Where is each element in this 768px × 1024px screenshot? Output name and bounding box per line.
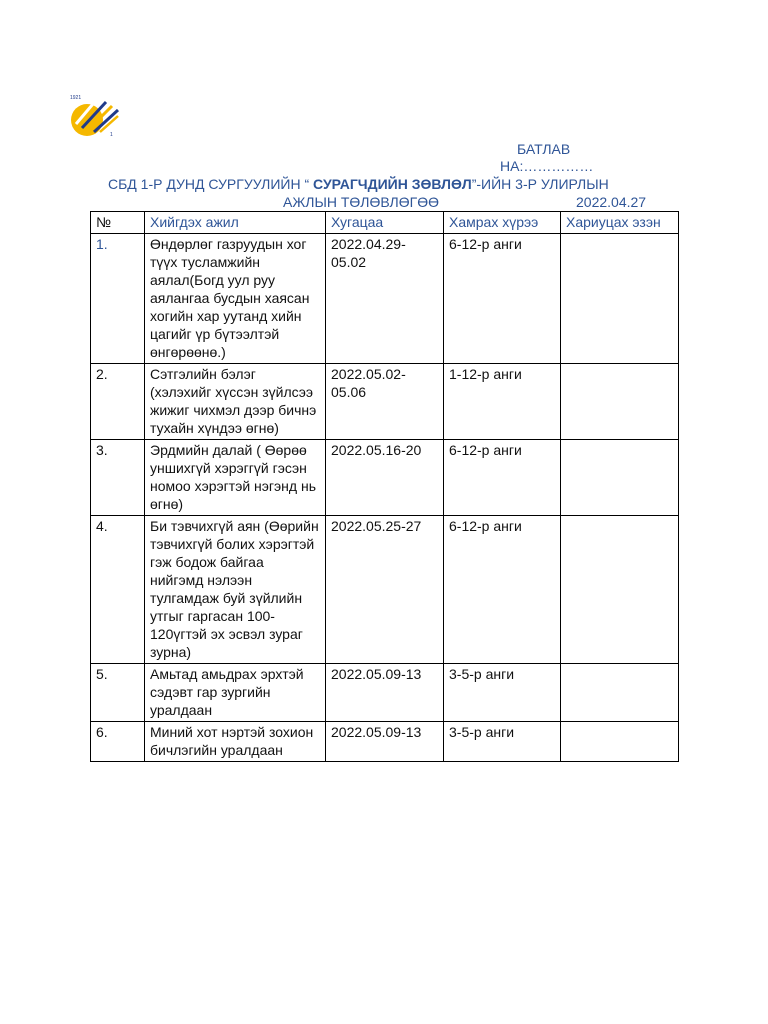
- document-title-line1: [108, 176, 609, 193]
- row-task: Амьтад амьдрах эрхтэй сэдэвт гар зургийн уралдаан: [145, 664, 326, 722]
- header-period: Хугацаа: [326, 212, 444, 234]
- table-row: [91, 516, 679, 664]
- row-scope: 6-12-р анги: [444, 516, 561, 664]
- row-period: 2022.05.02-05.06: [326, 364, 444, 440]
- approve-label: БАТЛАВ: [517, 141, 571, 157]
- plan-date: 2022.04.27: [576, 194, 647, 210]
- header-responsible: Хариуцах эзэн: [561, 212, 679, 234]
- row-scope: 6-12-р анги: [444, 234, 561, 364]
- title-prefix: СБД 1-Р ДУНД СУРГУУЛИЙН “: [108, 176, 314, 192]
- table-row: [91, 440, 679, 516]
- table-header-row: [91, 212, 679, 234]
- row-number: 2.: [91, 364, 145, 440]
- table-row: [91, 364, 679, 440]
- header-number: №: [91, 212, 145, 234]
- row-scope: 3-5-р анги: [444, 722, 561, 762]
- row-task: Би тэвчихгүй аян (Өөрийн тэвчихгүй болих хэрэгтэй гэж бодож байгаа нийгэмд нэлээн тулгамдаж буй зүйлийн утгыг гаргасан 100-120үгтэй эх эсвэл зураг зурна): [145, 516, 326, 664]
- row-responsible: [561, 516, 679, 664]
- row-responsible: [561, 364, 679, 440]
- row-number: 4.: [91, 516, 145, 664]
- row-task: Өндөрлөг газруудын хог түүх тусламжийн аялал(Богд уул руу аялангаа бусдын хаясан хогийн хар уутанд хийн цагийг үр бүтээлтэй өнгөрөөнө.): [145, 234, 326, 364]
- row-number: 6.: [91, 722, 145, 762]
- row-period: 2022.05.09-13: [326, 722, 444, 762]
- row-scope: 6-12-р анги: [444, 440, 561, 516]
- work-plan-table: [90, 211, 679, 762]
- row-task: Миний хот нэртэй зохион бичлэгийн уралдаан: [145, 722, 326, 762]
- row-responsible: [561, 722, 679, 762]
- document-title-line2: АЖЛЫН ТӨЛӨВЛӨГӨӨ: [283, 194, 439, 210]
- header-scope: Хамрах хүрээ: [444, 212, 561, 234]
- approver-signature-line: НА:……………: [500, 158, 594, 174]
- header-task: Хийгдэх ажил: [145, 212, 326, 234]
- row-scope: 3-5-р анги: [444, 664, 561, 722]
- table-row: [91, 234, 679, 364]
- logo-year-text: 1921: [70, 95, 82, 101]
- row-number: 1.: [91, 234, 145, 364]
- school-logo: [68, 92, 122, 140]
- table-row: [91, 664, 679, 722]
- row-period: 2022.05.09-13: [326, 664, 444, 722]
- row-task: Сэтгэлийн бэлэг (хэлэхийг хүссэн зүйлсээ жижиг чихмэл дээр бичнэ тухайн хүндээ өгнө): [145, 364, 326, 440]
- row-task: Эрдмийн далай ( Өөрөө уншихгүй хэрэггүй гэсэн номоо хэрэгтэй нэгэнд нь өгнө): [145, 440, 326, 516]
- row-period: 2022.04.29-05.02: [326, 234, 444, 364]
- row-scope: 1-12-р анги: [444, 364, 561, 440]
- row-period: 2022.05.25-27: [326, 516, 444, 664]
- table-row: [91, 722, 679, 762]
- title-suffix: ”-ИЙН 3-Р УЛИРЛЫН: [471, 176, 609, 192]
- title-council-name: СУРАГЧДИЙН ЗӨВЛӨЛ: [313, 176, 472, 192]
- row-responsible: [561, 664, 679, 722]
- logo-digit-text: 1: [110, 132, 113, 138]
- row-number: 5.: [91, 664, 145, 722]
- row-number: 3.: [91, 440, 145, 516]
- row-period: 2022.05.16-20: [326, 440, 444, 516]
- row-responsible: [561, 440, 679, 516]
- row-responsible: [561, 234, 679, 364]
